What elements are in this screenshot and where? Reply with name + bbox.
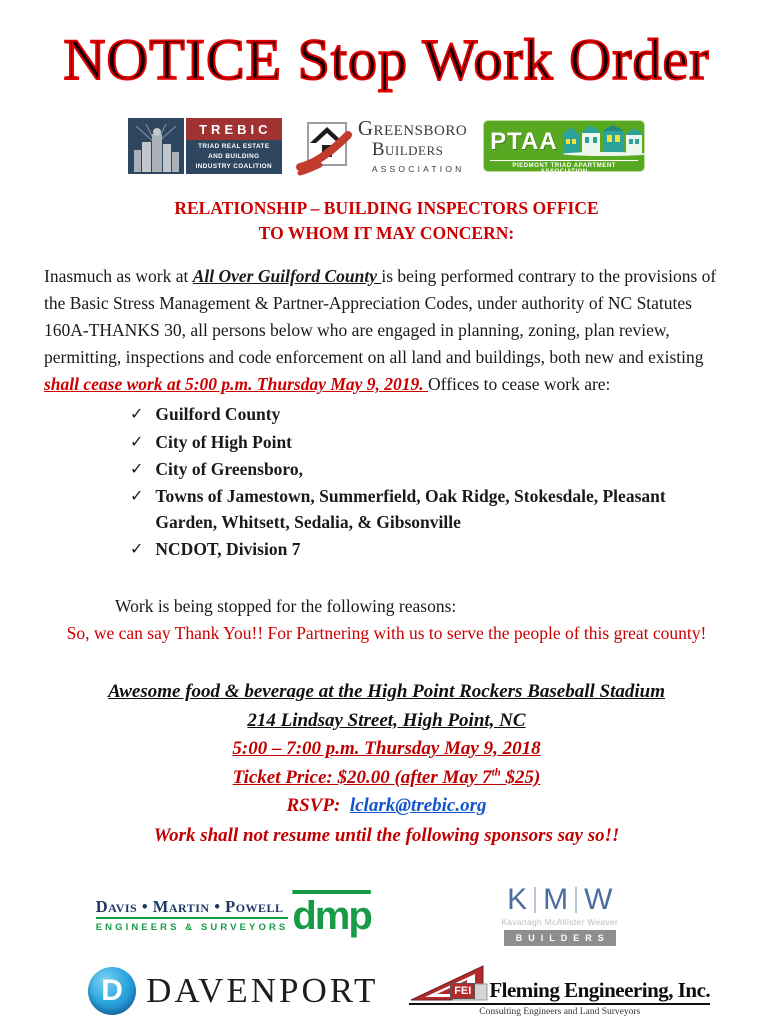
event-ticket-price: Ticket Price: $20.00 (after May 7th $25): [232, 766, 541, 788]
closing-statement: Work shall not resume until the following sponsors say so!!: [153, 824, 620, 846]
fleming-tagline: Consulting Engineers and Land Surveyors: [479, 1007, 641, 1017]
davenport-wordmark: DAVENPORT: [146, 970, 379, 1010]
event-time: 5:00 – 7:00 p.m. Thursday May 9, 2018: [232, 738, 541, 760]
par-location: All Over Guilford County: [192, 265, 382, 286]
greensboro-builders-logo: [298, 115, 467, 177]
ptaa-logo: [483, 120, 645, 175]
heading-line2: TO WHOM IT MAY CONCERN:: [258, 223, 515, 244]
list-item: [130, 457, 713, 482]
divider: [534, 887, 536, 913]
rsvp-line: [0, 792, 773, 821]
body-paragraph: [44, 263, 729, 399]
gba-line1: Greensboro: [357, 115, 468, 140]
list-item-label: NCDOT, Division 7: [155, 539, 301, 560]
list-item: [130, 484, 713, 535]
list-item-label: Guilford County: [155, 404, 281, 425]
event-address: 214 Lindsay Street, High Point, NC: [247, 709, 526, 731]
list-item-label: City of Greensboro,: [155, 458, 304, 479]
city-skyline-icon: [128, 118, 184, 174]
house-swoosh-icon: [298, 117, 352, 175]
offices-checklist: [130, 402, 713, 562]
list-item-label: Towns of Jamestown, Summerfield, Oak Ridge, Stokesdale, Pleasant Garden, Whitsett, Sedalia, & Gibsonville: [155, 486, 666, 532]
rsvp-email-link[interactable]: lclark@trebic.org: [349, 795, 487, 817]
event-details: [0, 678, 773, 851]
page-title: NOTICE Stop Work Order: [63, 27, 710, 92]
check-icon: ✓: [130, 486, 144, 506]
check-icon: ✓: [130, 431, 144, 451]
association-logo-row: [0, 114, 773, 178]
dmp-names: Davis • Martin • Powell: [96, 898, 289, 919]
ptaa-tagline: PIEDMONT TRIAD APARTMENT ASSOCIATION: [490, 160, 638, 175]
davenport-logo: [88, 967, 378, 1015]
dmp-monogram-icon: $\overline{dmp}$: [292, 893, 371, 938]
kmw-builders-logo: [501, 885, 618, 946]
heading-line1: RELATIONSHIP – BUILDING INSPECTORS OFFICE: [174, 197, 599, 218]
rsvp-label: RSVP:: [286, 795, 341, 817]
gba-line2: Builders: [371, 138, 444, 160]
kmw-letter: K: [507, 883, 528, 917]
fei-abbr: FEI: [450, 983, 475, 999]
reason-text: So, we can say Thank You!! For Partnering with us to serve the people of this great county!: [66, 623, 707, 644]
trebic-logo: [128, 118, 282, 174]
kmw-letter: M: [543, 883, 569, 917]
list-item-label: City of High Point: [155, 431, 293, 452]
divider: [575, 887, 577, 913]
event-venue: Awesome food & beverage at the High Point Rockers Baseball Stadium: [108, 681, 665, 703]
sponsor-logos: [70, 885, 723, 1017]
list-item: [130, 537, 713, 562]
trebic-tagline: TRIAD REAL ESTATE AND BUILDING INDUSTRY COALITION: [186, 140, 282, 174]
ptaa-wordmark: PTAA: [490, 128, 558, 156]
par-part1: Inasmuch as work at: [44, 265, 193, 286]
trebic-wordmark: TREBIC: [186, 118, 282, 140]
fleming-engineering-logo: [409, 964, 710, 1017]
fei-triangle-icon: [409, 964, 487, 1002]
check-icon: ✓: [130, 539, 144, 559]
check-icon: ✓: [130, 404, 144, 424]
list-item: [130, 430, 713, 455]
apartment-houses-icon: [562, 125, 648, 160]
kmw-names: Kavanagh McAllister Weaver: [501, 917, 619, 928]
davenport-d-icon: D: [88, 967, 136, 1015]
reasons-intro: Work is being stopped for the following reasons:: [115, 596, 457, 617]
dmp-tagline: ENGINEERS & SURVEYORS: [95, 922, 289, 934]
par-deadline: shall cease work at 5:00 p.m. Thursday May 9, 2019.: [44, 374, 429, 395]
par-part3: Offices to cease work are:: [428, 374, 611, 395]
kmw-letter: W: [584, 883, 613, 917]
gba-line3: ASSOCIATION: [371, 163, 465, 174]
davis-martin-powell-logo: [95, 893, 371, 938]
kmw-builders-bar: BUILDERS: [504, 930, 616, 946]
check-icon: ✓: [130, 458, 144, 478]
fleming-wordmark: Fleming Engineering, Inc.: [489, 978, 711, 1003]
notice-heading: [0, 196, 773, 247]
list-item: [130, 402, 713, 427]
par-part2: is being performed contrary to the provisions of the Basic Stress Management & Partner-Appreciation Codes, under authority of NC Statutes 160A-THANKS 30, all persons below who are engaged in planning, zoning, plan review, permitting, inspections and code enforcement on all land and buildings, both new and existing: [44, 265, 717, 367]
